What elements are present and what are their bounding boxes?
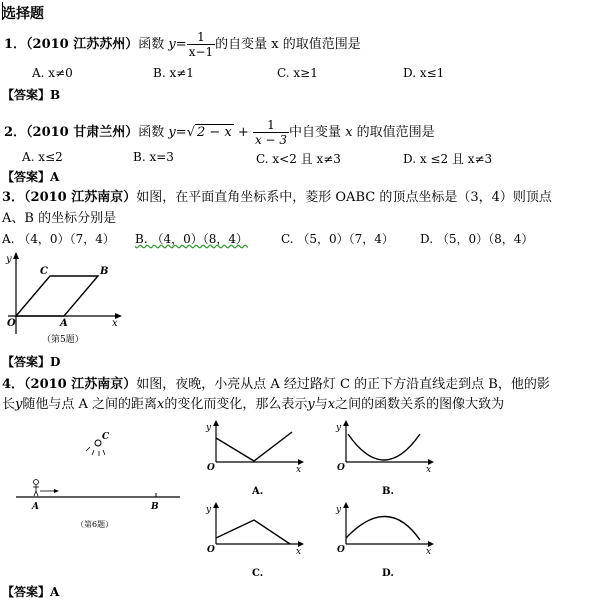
question-1-fraction [187,30,215,59]
label-x: x [112,318,118,329]
question-2-head: 2．（2010 甘肃兰州） [4,125,139,140]
graph-curve [216,520,290,544]
q1-option-b: B. x≠1 [153,66,194,80]
q2-option-d: D. x ≤2 且 x≠3 [403,152,493,166]
q4-var-y: y [15,397,23,412]
y-axis-arrow [343,420,349,426]
y-axis-arrow [213,502,219,508]
q4-var-x: x [157,397,165,412]
question-2-text-a: 函数 [138,125,165,140]
text-cursor [2,2,3,20]
person-icon [33,480,39,497]
graph-label: B. [382,486,394,497]
question-1-head: 1．（2010 江苏苏州） [4,37,139,52]
answer-tag: 【答案】 [2,170,51,184]
q1-answer [2,86,60,103]
q2-answer [2,168,59,185]
question-2-text-b: 中自变量 [289,125,342,140]
question-2-y: y [168,125,176,140]
answer-tag: 【答案】 [2,88,51,102]
figure-caption: （第5题） [42,335,84,345]
q1-option-d: D. x≤1 [403,66,445,80]
label-c: C [102,432,110,442]
fraction-numerator: 1 [187,30,215,45]
question-2 [4,118,435,147]
q4-var-x-2: x [327,397,336,412]
answer-value: A [50,170,60,184]
question-2-x: x [345,125,353,140]
label-y: y [6,254,12,265]
question-4-head: 4．（2010 江苏南京） [2,377,137,392]
question-3-text: 如图，在平面直角坐标系中，菱形 OABC 的顶点坐标是（3，4）则顶点 [136,190,552,205]
q4-line2-c: 的变化而变化，那么表示 [164,397,308,412]
graph-curve [346,516,420,540]
graph-b [330,418,438,498]
question-4-text: 如图，夜晚，小亮从点 A 经过路灯 C 的正下方沿直线走到点 B，他的影 [136,377,550,392]
question-3-line-1 [2,186,552,205]
sqrt-sign: √ [186,125,195,140]
label-o: O [7,318,16,329]
y-axis-arrow [343,502,349,508]
axis-x-label: x [296,547,302,557]
label-b: B [100,266,109,277]
q4-line2-a: 长 [2,397,16,412]
q1-option-c: C. x≥1 [277,66,318,80]
lamp-icon [86,440,105,456]
graph-curve [348,434,420,460]
question-2-eq: = [175,125,187,140]
answer-value: A [50,585,60,599]
axis-x-label: x [426,547,432,557]
rhombus-figure [2,250,128,348]
axis-y-label: y [206,505,212,515]
graph-label: A. [252,486,264,497]
fraction-denominator: x − 3 [254,133,288,147]
graph-c [200,500,308,580]
answer-value: B [50,88,61,102]
q3-option-d: D. （5，0）（8，4） [420,232,534,246]
graph-d [330,500,438,580]
q4-line2-e: 之间的函数关系的图像大致为 [335,397,505,412]
question-2-fraction [253,118,289,147]
question-1-y: y [168,37,176,52]
question-1-eq: = [175,37,187,52]
q4-line2-b: 随他与点 A 之间的距离 [22,397,158,412]
origin-label: O [207,545,215,555]
label-a: A [32,502,39,512]
q1-option-a: A. x≠0 [32,66,73,80]
streetlamp-figure [10,425,185,535]
axis-x-label: x [426,465,432,475]
answer-value: D [50,355,61,369]
label-a: A [60,318,68,329]
graph-a [200,418,308,498]
y-axis-arrow [13,252,19,259]
q4-var-y-2: y [307,397,315,412]
origin-label: O [207,463,215,473]
answer-tag: 【答案】 [2,355,51,369]
graph-curve [216,432,292,461]
direction-arrowhead [54,489,59,493]
q4-line2-d: 与 [314,397,328,412]
question-2-sqrt: 2 − x [196,125,232,140]
q3-option-c: C. （5，0）（7，4） [281,232,394,246]
q2-option-b: B. x=3 [133,150,174,164]
q2-option-c: C. x<2 且 x≠3 [256,152,341,166]
origin-label: O [337,545,345,555]
question-4-line-2 [2,393,504,412]
question-3-line-2: A、B 的坐标分别是 [2,211,117,226]
axis-y-label: y [206,423,212,433]
q2-option-a: A. x≤2 [22,150,63,164]
q4-answer [2,583,59,600]
figure-caption: （第6题） [76,520,114,529]
label-c: C [40,266,48,277]
axis-x-label: x [296,465,302,475]
section-title: 选择题 [2,6,44,22]
question-3-head: 3．（2010 江苏南京） [2,190,137,205]
graph-label: D. [382,568,394,579]
axis-y-label: y [336,505,342,515]
question-4-line-1 [2,373,550,392]
q3-answer [2,353,60,370]
q3-option-b: B. （4，0）（8，4） [135,232,248,246]
axis-y-label: y [336,423,342,433]
question-2-plus: + [237,125,249,140]
question-2-text-c: 的取值范围是 [356,125,435,140]
q3-option-a: A. （4，0）（7，4） [2,232,115,246]
question-1 [4,30,361,59]
question-1-text-b: 的自变量 x 的取值范围是 [215,37,361,52]
graph-label: C. [252,568,264,579]
answer-tag: 【答案】 [2,585,51,599]
question-1-text-a: 函数 [138,37,165,52]
fraction-denominator: x−1 [188,45,214,59]
origin-label: O [337,463,345,473]
y-axis-arrow [213,420,219,426]
label-b: B [151,502,159,512]
fraction-numerator: 1 [253,118,289,133]
rhombus [16,276,98,316]
